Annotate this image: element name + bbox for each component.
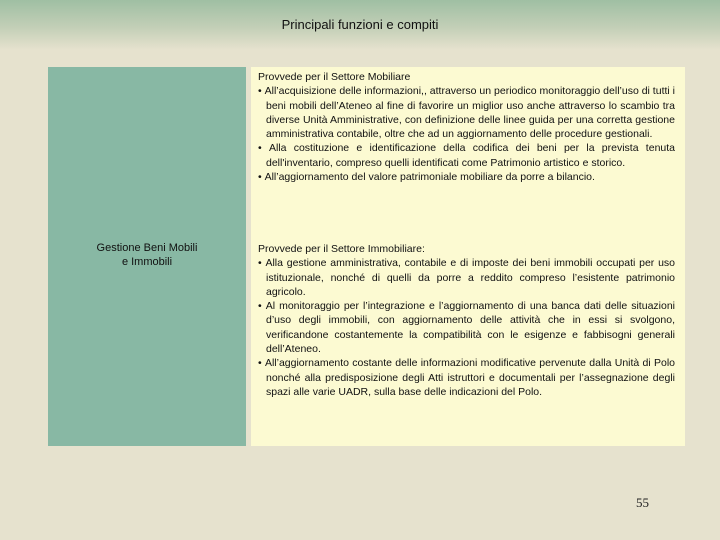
immobiliare-bullet-1: • Alla gestione amministrativa, contabile e di imposte dei beni immobili occupati per uso istituzionale, nonché di quelli da porre a reddito compreso l’esistente patrimonio agricolo. <box>258 256 675 299</box>
immobiliare-bullet-3: • All’aggiornamento costante delle informazioni modificative pervenute dalla Unità di Polo nonché alla predisposizione degli Atti istruttori e documentali per l’assegnazione degli spazi alle varie UADR, sulla base delle indicazioni del Polo. <box>258 356 675 399</box>
slide-title: Principali funzioni e compiti <box>281 17 439 32</box>
left-label-line1: Gestione Beni Mobili <box>96 242 198 254</box>
mobiliare-heading: Provvede per il Settore Mobiliare <box>258 71 411 83</box>
left-label-line2: e Immobili <box>121 256 173 268</box>
immobiliare-bullet-2: • Al monitoraggio per l’integrazione e l’aggiornamento di una banca dati delle situazioni d’uso degli immobili, con aggiornamento delle attività che in essi si svolgono, verificandone costantemente la compatibilità con le esigenze e fabbisogni generali dell’Ateneo. <box>258 299 675 356</box>
page-number: 55 <box>636 495 649 510</box>
mobiliare-bullet-1: • All’acquisizione delle informazioni,, attraverso un periodico monitoraggio dell’uso di tutti i beni mobili dell’Ateneo al fine di favorire un miglior uso anche attraverso lo scambio tra diverse Unità Amministrative, con definizione delle linee guida per una corretta gestione amministrativa contabile, oltre che ad un aggiornamento delle procedure gestionali. <box>258 84 675 141</box>
immobiliare-heading: Provvede per il Settore Immobiliare: <box>258 243 425 255</box>
right-cell <box>251 67 685 446</box>
section-immobiliare <box>258 242 675 399</box>
left-cell <box>48 67 246 446</box>
mobiliare-bullet-3: • All’aggiornamento del valore patrimoniale mobiliare da porre a bilancio. <box>258 170 675 184</box>
mobiliare-bullet-2: • Alla costituzione e identificazione della codifica dei beni per la prevista tenuta dell'inventario, compreso quelli identificati come Patrimonio artistico e storico. <box>258 141 675 170</box>
left-cell-label <box>48 241 246 269</box>
section-mobiliare <box>258 70 675 184</box>
